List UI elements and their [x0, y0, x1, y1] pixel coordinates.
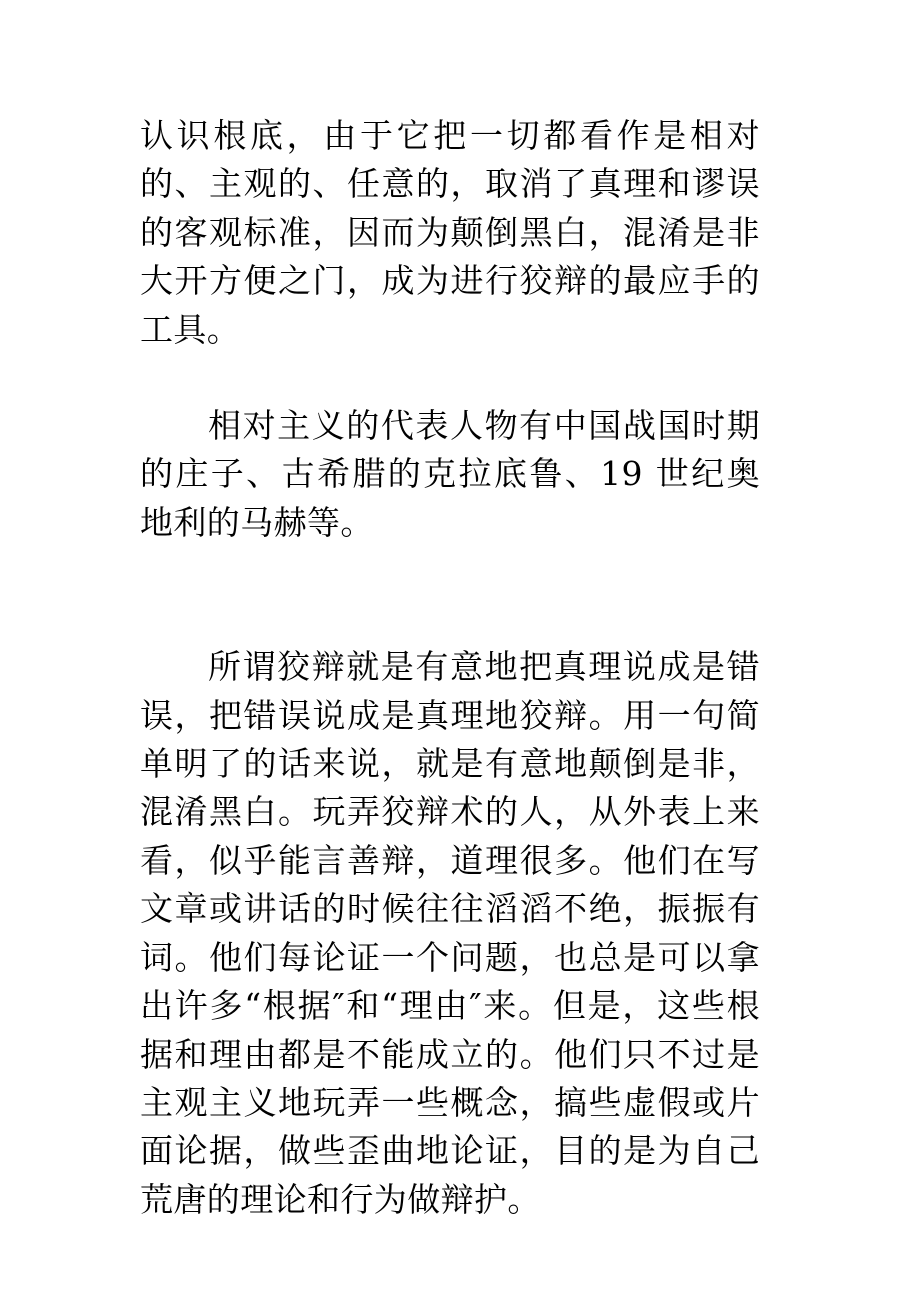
paragraph-relativism-tail: 认识根底，由于它把一切都看作是相对的、主观的、任意的，取消了真理和谬误的客观标准，因而为颠倒黑白，混淆是非大开方便之门，成为进行狡辩的最应手的工具。	[140, 116, 760, 349]
document-page	[140, 112, 760, 1224]
paragraph-spacer	[140, 354, 760, 402]
paragraph-spacer	[140, 547, 760, 643]
paragraph-relativism-representatives: 相对主义的代表人物有中国战国时期的庄子、古希腊的克拉底鲁、19 世纪奥地利的马赫等。	[140, 406, 760, 542]
paragraph-sophistry-definition: 所谓狡辩就是有意地把真理说成是错误，把错误说成是真理地狡辩。用一句简单明了的话来说，就是有意地颠倒是非，混淆黑白。玩弄狡辩术的人，从外表上来看，似乎能言善辩，道理很多。他们在写文章或讲话的时候往往滔滔不绝，振振有词。他们每论证一个问题，也总是可以拿出许多“根据″和“理由″来。但是，这些根据和理由都是不能成立的。他们只不过是主观主义地玩弄一些概念，搞些虚假或片面论据，做些歪曲地论证，目的是为自己荒唐的理论和行为做辩护。	[140, 647, 760, 1219]
